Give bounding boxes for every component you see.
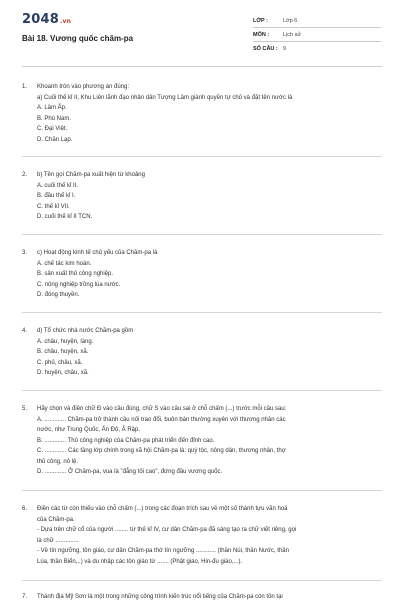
question-divider — [22, 156, 382, 157]
meta-count-value: 9 — [283, 46, 287, 52]
question-divider — [22, 580, 382, 581]
answer-option-b: B. sản xuất thủ công nghiệp. — [37, 271, 114, 277]
page-title: Bài 18. Vương quốc chăm-pa — [22, 34, 134, 43]
question-divider — [22, 312, 382, 313]
answer-option-c: C. Đại Việt. — [37, 126, 68, 132]
question-prompt-cont: của Chăm-pa. — [37, 516, 75, 523]
question-prompt: Thánh địa Mỹ Sơn là một trong những công trình kiến trúc nổi tiếng của Chăm-pa còn tồn tại — [37, 594, 283, 600]
answer-option-a: A. Lâm Ấp. — [37, 105, 67, 111]
statement-c-cont: thủ công, nô lệ. — [37, 458, 79, 465]
question-5 — [22, 404, 382, 478]
answer-option-c: C. nông nghiệp trồng lúa nước. — [37, 281, 121, 288]
answer-option-d: D. Chăn Lạp. — [37, 136, 73, 143]
question-number: 5. — [22, 406, 28, 412]
meta-subject-label: MÔN : — [253, 32, 270, 38]
question-body — [37, 326, 382, 379]
answer-option-a: A. châu, huyện, làng. — [37, 338, 94, 345]
answer-option-b: B. châu, huyện, xã. — [37, 349, 89, 355]
question-number: 4. — [22, 328, 28, 334]
question-stem: d) Tổ chức nhà nước Chăm-pa gồm — [37, 328, 134, 334]
meta-count-label: SỐ CÂU : — [253, 46, 278, 52]
answer-option-d: D. cuối thế kỉ II TCN. — [37, 214, 93, 220]
statement-d: D. ............. Ở Chăm-pa, vua là "đẳng tối cao", đứng đầu vương quốc. — [37, 469, 223, 475]
question-divider — [22, 234, 382, 235]
question-divider — [22, 490, 382, 491]
question-stem: a) Cuối thế kỉ II, Khu Liên lãnh đạo nhân dân Tượng Lâm giành quyền tự chủ và đặt tên nước là — [37, 94, 293, 101]
question-prompt: Điền các từ còn thiếu vào chỗ chấm (...) trong các đoạn trích sau về một số thành tựu văn hoá — [37, 506, 288, 512]
logo-name: 2048 — [22, 12, 59, 27]
question-body — [37, 504, 382, 567]
answer-option-d: D. đóng thuyền. — [37, 292, 80, 298]
answer-option-b: B. Phù Nam. — [37, 115, 72, 122]
answer-option-c: C. thế kỉ VII. — [37, 203, 70, 210]
question-body — [37, 404, 382, 478]
meta-subject-value: Lịch sử — [283, 32, 302, 38]
question-number: 3. — [22, 250, 28, 256]
question-body — [37, 592, 382, 600]
meta-grade-value: Lớp 6 — [283, 18, 298, 24]
logo-suffix: .vn — [59, 18, 72, 25]
answer-option-a: A. cuối thế kỉ II. — [37, 182, 79, 189]
answer-option-a: A. chế tác kim hoàn. — [37, 260, 92, 267]
question-3 — [22, 248, 382, 301]
statement-b: B. ............. Thủ công nghiệp của Chăm-pa phát triển đến đỉnh cao. — [37, 437, 215, 444]
statement-c: C. ............. Các tầng lớp chính trong xã hội Chăm-pa là: quý tộc, nông dân, thương nhân, thợ — [37, 448, 286, 454]
fill-blank-1: - Dựa trên chữ cổ của người ........ từ thế kỉ IV, cư dân Chăm-pa đã sáng tạo ra chữ viết riêng, gọi — [37, 527, 297, 533]
question-divider — [22, 390, 382, 391]
answer-option-d: D. huyện, châu, xã. — [37, 370, 89, 376]
fill-blank-1-cont: là chữ .............. — [37, 537, 79, 544]
question-1 — [22, 82, 382, 145]
question-stem: c) Hoạt động kinh tế chủ yếu của Chăm-pa là — [37, 250, 158, 256]
question-number: 6. — [22, 506, 28, 512]
statement-a: A. ............. Chăm-pa trở thành cầu nối trao đổi, buôn bán thường xuyên với thương nhân các — [37, 416, 286, 423]
question-number: 7. — [22, 594, 28, 600]
statement-a-cont: nước, như Trung Quốc, Ấn Độ, Ả Rập. — [37, 427, 141, 433]
question-4 — [22, 326, 382, 379]
question-prompt: Hãy chọn và điền chữ Đ vào câu đúng, chữ S vào câu sai ở chỗ chấm (...) trước mỗi câu sau: — [37, 406, 287, 412]
question-7 — [22, 592, 382, 600]
answer-option-b: B. đầu thế kỉ I. — [37, 193, 76, 199]
question-number: 1. — [22, 84, 28, 90]
question-prompt: Khoanh tròn vào phương án đúng: — [37, 84, 130, 90]
question-body — [37, 170, 382, 223]
question-2 — [22, 170, 382, 223]
question-body — [37, 248, 382, 301]
answer-option-c: C. phủ, châu, xã. — [37, 359, 83, 366]
question-6 — [22, 504, 382, 567]
meta-grade-label: LỚP : — [253, 18, 268, 24]
fill-blank-2-cont: Lúa, thần Biển,..) và du nhập các tôn giáo từ ....... (Phật giáo, Hin-đu giáo,...). — [37, 558, 243, 565]
question-body — [37, 82, 382, 145]
question-number: 2. — [22, 172, 28, 178]
question-stem: b) Tên gọi Chăm-pa xuất hiện từ khoảng — [37, 172, 145, 178]
fill-blank-2: - Về tín ngưỡng, tôn giáo, cư dân Chăm-pa thờ tín ngưỡng ............ (thần Núi, thần Nước, thần — [37, 548, 289, 554]
